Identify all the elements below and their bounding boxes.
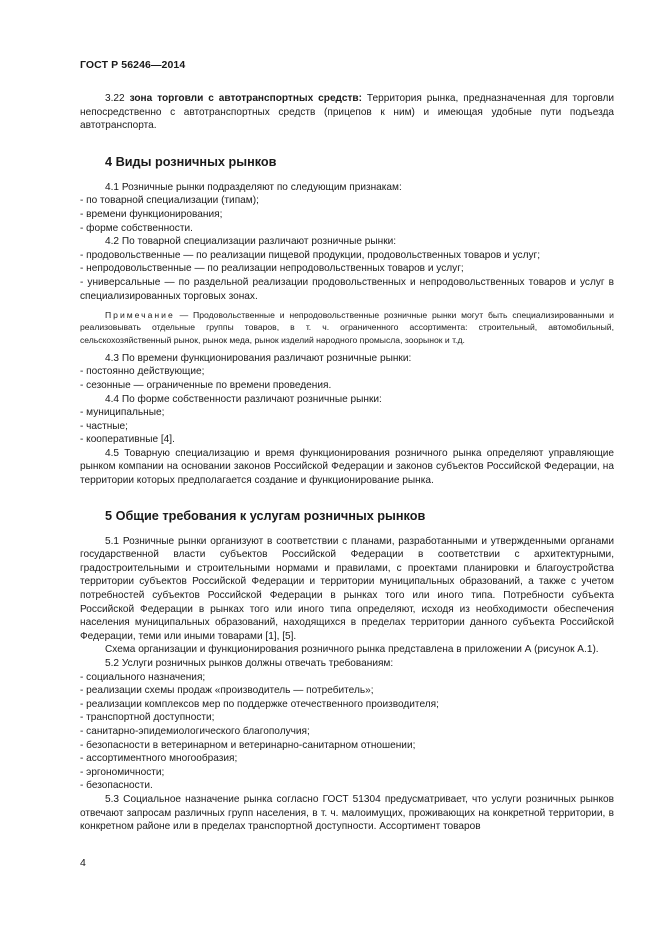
list-item: - частные; xyxy=(80,420,128,432)
list-item: - продовольственные — по реализации пищевой продукции, продовольственных товаров и услуг; xyxy=(80,249,541,261)
section-4-title: 4 Виды розничных рынков xyxy=(105,154,277,169)
note xyxy=(80,309,614,346)
note-text: — Продовольственные и непродовольственные розничные рынки могут быть специализированными и реализовывать отдельные группы товаров, в т. ч. ограниченного ассортимента: строительный, автомобильный, сельскохозяйственный рынок, рынок меда, рынок изделий народного промысла, зоорынок и т.д. xyxy=(80,310,614,345)
clause-4-1: 4.1 Розничные рынки подразделяют по следующим признакам: xyxy=(105,181,402,193)
list-item: - транспортной доступности; xyxy=(80,712,215,724)
clause-4-5: 4.5 Товарную специализацию и время функционирования розничного рынка определяют управляющие рынком компании на основании законов Российской Федерации и законов субъектов Российской Федерации, на территории которых предполагается создание и функционирование рынка. xyxy=(80,447,614,487)
clause-4-3: 4.3 По времени функционирования различают розничные рынки: xyxy=(105,352,412,364)
list-item: - безопасности в ветеринарном и ветеринарно-санитарном отношении; xyxy=(80,739,416,751)
document-body xyxy=(80,92,614,834)
document-header: ГОСТ Р 56246—2014 xyxy=(80,59,186,71)
list-item: - универсальные — по раздельной реализации продовольственных и непродовольственных товаров и услуг в специализированных торговых зонах. xyxy=(80,276,614,302)
list-item: - форме собственности. xyxy=(80,222,193,234)
list-item: - муниципальные; xyxy=(80,407,165,419)
page-number: 4 xyxy=(80,857,86,869)
definition-text: Территория рынка, предназначенная для торговли непосредственно с автотранспортных средств (прицепов к ним) и имеющая удобные пути подъезда автотранспорта. xyxy=(80,93,614,132)
list-item: - по товарной специализации (типам); xyxy=(80,195,259,207)
clause-5-1: 5.1 Розничные рынки организуют в соответствии с планами, разработанными и утвержденными органами государственной власти субъектов Российской Федерации в соответствии с архитектурными, градостроительными и строительными нормами и правилами, с проектами планировки и благоустройства территории субъектов Российской Федерации и территории муниципальных образований, а также с учетом потребностей субъектов Российской Федерации в рынках того или иного типа. Потребности субъекта Российской Федерации в рынках того или иного типа определяют, исходя из необходимости обеспечения населения муниципальных образований, находящихся в пределах территории данного субъекта Российской Федерации, теми или иными товарами [1], [5]. xyxy=(80,535,614,642)
list-item: - социального назначения; xyxy=(80,671,206,683)
list-item: - санитарно-эпидемиологического благополучия; xyxy=(80,725,310,737)
list-item: - ассортиментного многообразия; xyxy=(80,753,238,765)
list-item: - сезонные — ограниченные по времени проведения. xyxy=(80,379,332,391)
list-item: - кооперативные [4]. xyxy=(80,434,175,446)
list-item: - эргономичности; xyxy=(80,766,165,778)
clause-5-3: 5.3 Социальное назначение рынка согласно ГОСТ 51304 предусматривает, что услуги розничных рынков отвечают запросам различных групп населения, в т. ч. малоимущих, проживающих на конкретной территории, в конкретном районе или в пределах транспортной доступности. Ассортимент товаров xyxy=(80,793,614,833)
note-label: Примечание xyxy=(105,310,175,321)
list-item: - безопасности. xyxy=(80,780,153,792)
list-item: - реализации комплексов мер по поддержке отечественного производителя; xyxy=(80,698,439,710)
clause-3-22 xyxy=(80,92,614,133)
section-5-title: 5 Общие требования к услугам розничных рынков xyxy=(105,508,426,523)
list-item: - реализации схемы продаж «производитель — потребитель»; xyxy=(80,685,374,697)
clause-5-1-scheme: Схема организации и функционирования розничного рынка представлена в приложении А (рисунок А.1). xyxy=(105,644,599,656)
clause-4-2: 4.2 По товарной специализации различают розничные рынки: xyxy=(105,236,397,248)
list-item: - времени функционирования; xyxy=(80,208,223,220)
list-item: - непродовольственные — по реализации непродовольственных товаров и услуг; xyxy=(80,263,464,275)
clause-5-2: 5.2 Услуги розничных рынков должны отвечать требованиям: xyxy=(105,658,394,670)
clause-4-4: 4.4 По форме собственности различают розничные рынки: xyxy=(105,393,382,405)
term-definition: зона торговли с автотранспортных средств: xyxy=(129,93,362,104)
list-item: - постоянно действующие; xyxy=(80,366,205,378)
clause-number: 3.22 xyxy=(105,93,130,104)
